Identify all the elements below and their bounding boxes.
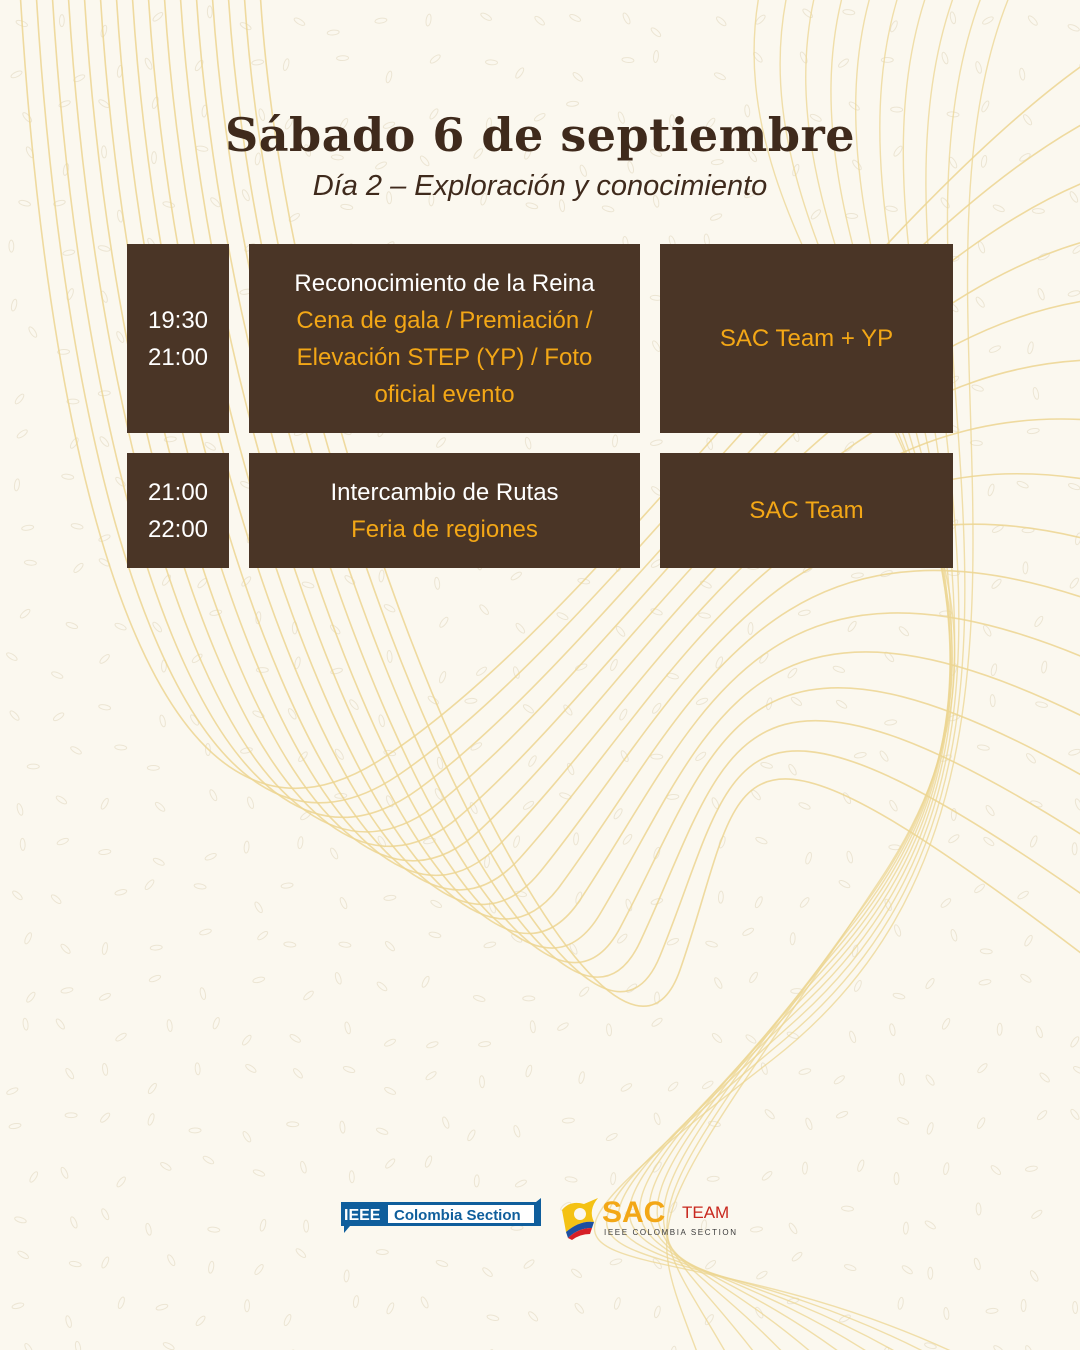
responsible-team: SAC Team — [749, 497, 864, 524]
ieee-colombia-section-logo — [340, 1196, 542, 1236]
activity-cell — [249, 453, 640, 568]
activity-cell — [249, 244, 640, 433]
time-cell — [127, 453, 229, 568]
activity-details: Cena de gala / Premiación / Elevación STEP (YP) / Foto oficial evento — [296, 306, 593, 408]
start-time: 21:00 — [147, 478, 209, 506]
start-time: 19:30 — [147, 306, 209, 334]
activity-title: Reconocimiento de la Reina — [294, 269, 595, 297]
ieee-mark: IEEE — [344, 1207, 381, 1224]
responsible-cell — [660, 244, 953, 433]
page-subtitle: Día 2 – Exploración y conocimiento — [312, 170, 768, 202]
sac-caption: IEEE COLOMBIA SECTION — [604, 1228, 738, 1237]
activity-title: Intercambio de Rutas — [330, 478, 559, 506]
sac-mark: SAC — [602, 1196, 666, 1229]
responsible-team: SAC Team + YP — [719, 325, 894, 352]
ieee-section-text: Colombia Section — [394, 1207, 521, 1224]
activity-details: Feria de regiones — [351, 515, 538, 543]
page-title: Sábado 6 de septiembre — [225, 108, 855, 162]
end-time: 22:00 — [147, 515, 209, 543]
sac-suffix: TEAM — [682, 1203, 730, 1222]
end-time: 21:00 — [147, 343, 209, 371]
sac-team-logo — [558, 1192, 743, 1240]
responsible-cell — [660, 453, 953, 568]
time-cell — [127, 244, 229, 433]
